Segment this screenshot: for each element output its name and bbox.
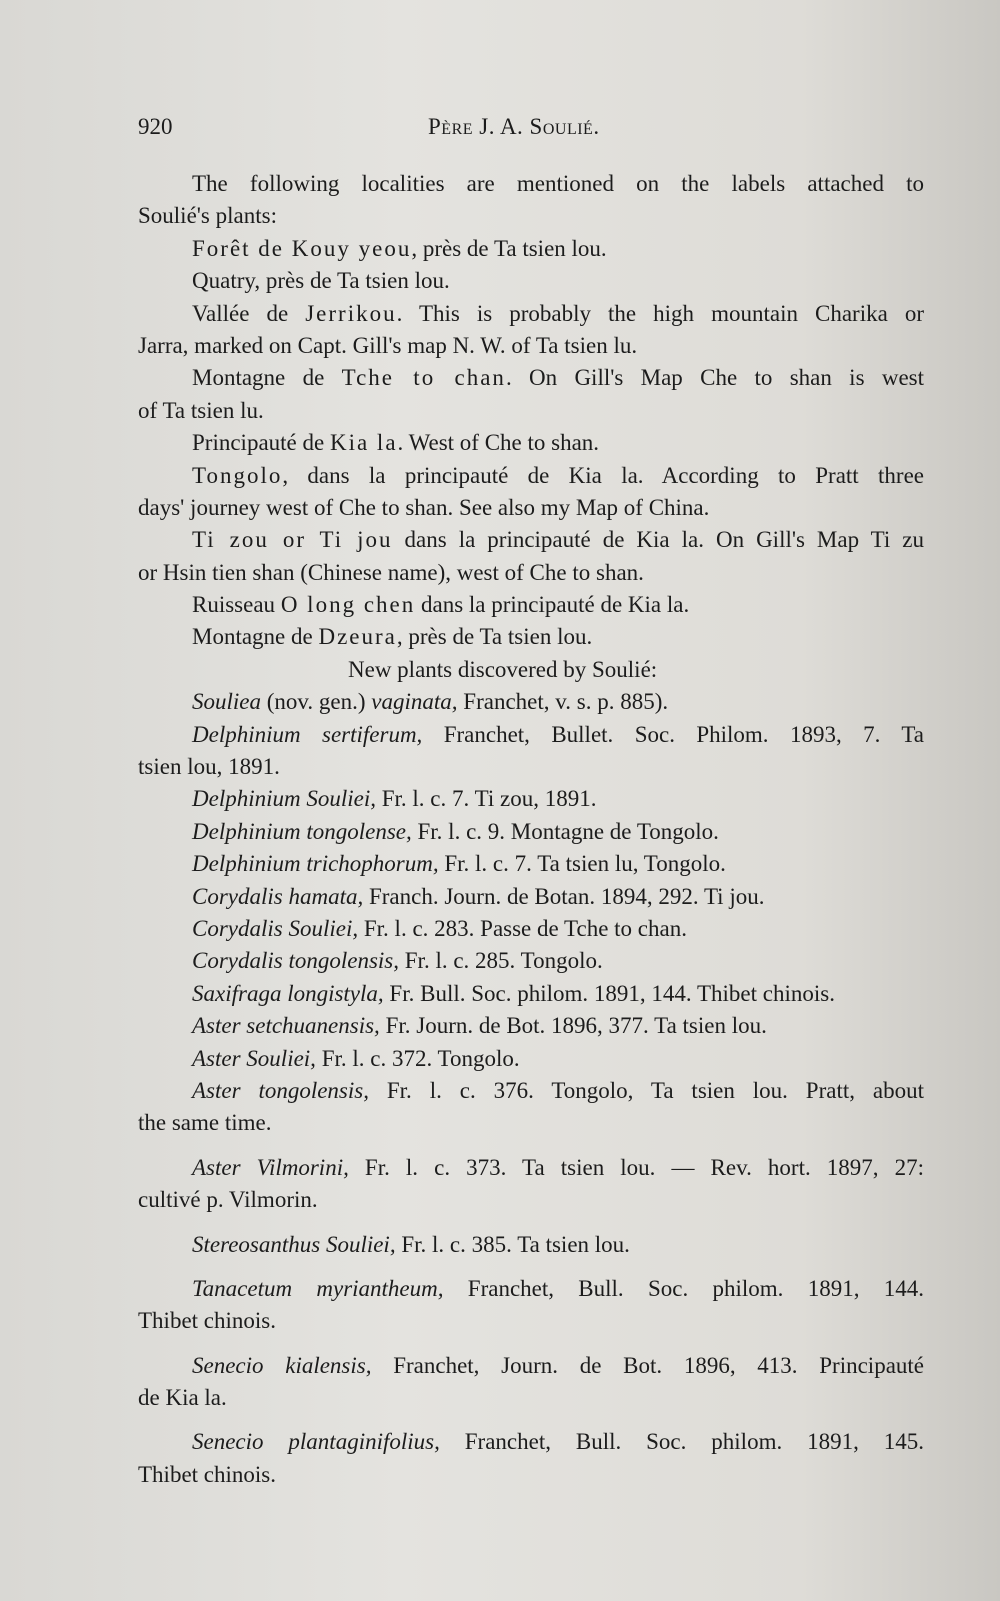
locality-entry <box>138 298 924 330</box>
entry-text: dans la principauté de Kia la. On Gill's Map Ti zu <box>392 527 924 553</box>
plant-entry <box>138 783 924 815</box>
spaced-name: Jerrikou <box>305 300 397 326</box>
species-name: Delphinium tongolense, <box>192 818 412 844</box>
locality-entry <box>138 524 924 556</box>
section-subheading: New plants discovered by Soulié: <box>348 656 658 682</box>
species-name: Aster setchuanensis, <box>192 1013 380 1039</box>
entry-text: (nov. gen.) <box>261 689 372 715</box>
species-name: Aster tongolensis, <box>192 1077 369 1103</box>
entry-text: Fr. l. c. 385. Ta tsien lou. <box>395 1231 630 1257</box>
spaced-name: O long chen <box>280 592 416 618</box>
entry-text: Montagne de <box>192 624 319 650</box>
species-name: Delphinium sertiferum, <box>192 721 423 747</box>
text-line: days' journey west of Che to shan. See also my Map of China. <box>138 494 710 520</box>
plant-entry <box>138 1273 924 1305</box>
text-line: de Kia la. <box>138 1385 227 1411</box>
plant-entry <box>138 1043 924 1075</box>
species-name: Corydalis tongolensis, <box>192 948 400 974</box>
spaced-name: Forêt de Kouy yeou <box>192 235 412 261</box>
locality-entry <box>138 233 924 265</box>
entry-text: Franchet, v. s. p. 885). <box>457 689 669 715</box>
entry-text: . This is probably the high mountain Charika or <box>396 300 924 326</box>
spaced-name: Tche to chan <box>341 365 506 391</box>
page-number: 920 <box>138 114 173 139</box>
entry-text: , près de Ta tsien lou. <box>411 235 607 261</box>
locality-entry <box>138 362 924 394</box>
entry-text: Fr. l. c. 372. Tongolo. <box>315 1045 520 1071</box>
spacer <box>138 1414 924 1426</box>
text-line: of Ta tsien lu. <box>138 397 264 423</box>
entry-text: , dans la principauté de Kia la. According to Pratt three <box>282 462 924 488</box>
entry-text: Fr. l. c. 373. Ta tsien lou. — Rev. hort. 1897, 27: <box>348 1154 924 1180</box>
locality-entry <box>138 427 924 459</box>
entry-text: Fr. l. c. 9. Montagne de Tongolo. <box>411 818 719 844</box>
entry-text: . On Gill's Map Che to shan is west <box>505 365 924 391</box>
entry-text: Vallée de <box>192 300 306 326</box>
plant-entry <box>138 1075 924 1107</box>
entry-text: dans la principauté de Kia la. <box>415 592 690 618</box>
locality-entry: Quatry, près de Ta tsien lou. <box>192 268 450 294</box>
species-name: Corydalis hamata, <box>192 883 364 909</box>
entry-text: Fr. l. c. 283. Passe de Tche to chan. <box>358 915 687 941</box>
species-name: Corydalis Souliei, <box>192 915 359 941</box>
species-name: Senecio plantaginifolius, <box>192 1429 440 1455</box>
page-header <box>138 114 918 146</box>
spaced-name: Ti zou or Ti jou <box>192 527 393 553</box>
spaced-name: Dzeura <box>318 624 397 650</box>
text-line: Soulié's plants: <box>138 203 277 229</box>
locality-entry <box>138 460 924 492</box>
entry-text: Fr. Journ. de Bot. 1896, 377. Ta tsien lou. <box>379 1013 767 1039</box>
spacer <box>138 1338 924 1350</box>
entry-text: Fr. l. c. 376. Tongolo, Ta tsien lou. Pratt, about <box>368 1077 924 1103</box>
species-name: Saxifraga longistyla, <box>192 980 384 1006</box>
species-name: Stereosanthus Souliei, <box>192 1231 396 1257</box>
text-line: Thibet chinois. <box>138 1308 276 1334</box>
text-line: or Hsin tien shan (Chinese name), west of Che to shan. <box>138 559 644 585</box>
species-name: Aster Souliei, <box>192 1045 316 1071</box>
entry-text: , près de Ta tsien lou. <box>396 624 593 650</box>
locality-entry <box>138 621 924 653</box>
species-name: Aster Vilmorini, <box>192 1154 349 1180</box>
plant-entry <box>138 978 924 1010</box>
species-name: Souliea <box>192 689 261 715</box>
entry-text: Franchet, Journ. de Bot. 1896, 413. Principauté <box>371 1352 924 1378</box>
text-line: Thibet chinois. <box>138 1461 276 1487</box>
spacer <box>138 1261 924 1273</box>
entry-text: Fr. l. c. 7. Ti zou, 1891. <box>375 786 597 812</box>
plant-entry <box>138 913 924 945</box>
plant-entry <box>138 881 924 913</box>
entry-text: Ruisseau <box>192 592 281 618</box>
plant-entry <box>138 686 924 718</box>
text-line: tsien lou, 1891. <box>138 754 280 780</box>
plant-entry <box>138 848 924 880</box>
running-head: Père J. A. Soulié. <box>428 114 600 139</box>
text-line: The following localities are mentioned on the labels attached to <box>192 171 924 196</box>
text-line: Jarra, marked on Capt. Gill's map N. W. of Ta tsien lu. <box>138 332 638 358</box>
spacer <box>138 1140 924 1152</box>
entry-text: Franchet, Bull. Soc. philom. 1891, 145. <box>439 1429 924 1455</box>
spacer <box>138 1217 924 1229</box>
locality-entry <box>138 589 924 621</box>
text-line: cultivé p. Vilmorin. <box>138 1187 318 1213</box>
entry-text: Fr. l. c. 7. Ta tsien lu, Tongolo. <box>438 851 726 877</box>
entry-text: Principauté de <box>192 430 330 456</box>
plant-entry <box>138 945 924 977</box>
plant-entry <box>138 1229 924 1261</box>
entry-text: Fr. l. c. 285. Tongolo. <box>399 948 603 974</box>
entry-text: Montagne de <box>192 365 342 391</box>
entry-text: Fr. Bull. Soc. philom. 1891, 144. Thibet chinois. <box>383 980 835 1006</box>
text-line: the same time. <box>138 1110 272 1136</box>
plant-entry <box>138 1350 924 1382</box>
species-name: vaginata, <box>371 689 458 715</box>
plant-entry <box>138 1426 924 1458</box>
plant-entry <box>138 719 924 751</box>
plant-entry <box>138 816 924 848</box>
entry-text: Franchet, Bull. Soc. philom. 1891, 144. <box>443 1275 924 1301</box>
entry-text: Franch. Journ. de Botan. 1894, 292. Ti jou. <box>363 883 765 909</box>
entry-text: Franchet, Bullet. Soc. Philom. 1893, 7. Ta <box>422 721 924 747</box>
plant-entry <box>138 1152 924 1184</box>
plant-entry <box>138 1010 924 1042</box>
entry-text: . West of Che to shan. <box>397 430 600 456</box>
species-name: Tanacetum myriantheum, <box>192 1275 444 1301</box>
spaced-name: Kia la <box>329 430 398 456</box>
species-name: Delphinium trichophorum, <box>192 851 439 877</box>
spaced-name: Tongolo <box>192 462 283 488</box>
species-name: Senecio kialensis, <box>192 1352 372 1378</box>
species-name: Delphinium Souliei, <box>192 786 376 812</box>
page-body <box>138 168 924 1491</box>
